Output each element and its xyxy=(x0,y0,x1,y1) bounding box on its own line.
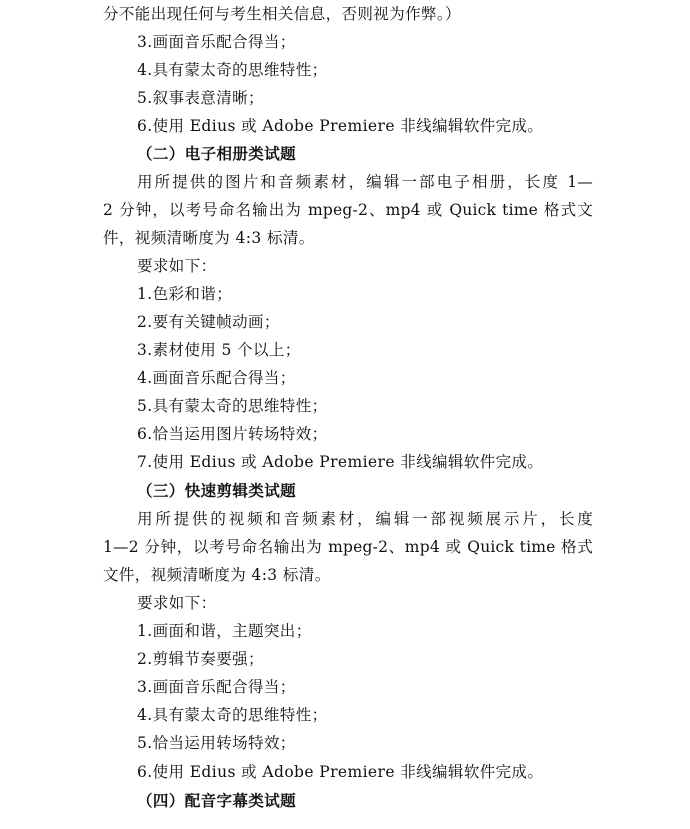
section3-requirements-label: 要求如下： xyxy=(137,594,217,612)
section3-item-2: 2.剪辑节奏要强； xyxy=(137,650,264,668)
section3-para-line-3: 文件，视频清晰度为 4:3 标清。 xyxy=(103,566,331,584)
section3-item-5: 5.恰当运用转场特效； xyxy=(137,734,296,752)
section3-item-1: 1.画面和谐，主题突出； xyxy=(137,622,312,640)
section2-para-line-3: 件，视频清晰度为 4:3 标清。 xyxy=(103,229,315,247)
section1-item-5: 5.叙事表意清晰； xyxy=(137,89,264,107)
section1-item-4: 4.具有蒙太奇的思维特性； xyxy=(137,61,328,79)
section2-item-2: 2.要有关键帧动画； xyxy=(137,313,280,331)
section3-item-4: 4.具有蒙太奇的思维特性； xyxy=(137,706,328,724)
section2-item-5: 5.具有蒙太奇的思维特性； xyxy=(137,397,328,415)
section3-item-3: 3.画面音乐配合得当； xyxy=(137,678,296,696)
section2-item-4: 4.画面音乐配合得当； xyxy=(137,369,296,387)
section2-item-3: 3.素材使用 5 个以上； xyxy=(137,341,301,359)
section3-para-line-2: 1—2 分钟，以考号命名输出为 mpeg-2、mp4 或 Quick time 格式 xyxy=(103,538,593,556)
section2-item-1: 1.色彩和谐； xyxy=(137,285,233,303)
section2-requirements-label: 要求如下： xyxy=(137,257,217,275)
section2-para-line-1: 用所提供的图片和音频素材，编辑一部电子相册，长度 1— xyxy=(137,173,593,191)
section2-item-7: 7.使用 Edius 或 Adobe Premiere 非线编辑软件完成。 xyxy=(137,453,544,471)
intro-tail-text: 分不能出现任何与考生相关信息，否则视为作弊。） xyxy=(103,5,461,23)
section2-item-6: 6.恰当运用图片转场特效； xyxy=(137,425,328,443)
section4-heading: （四）配音字幕类试题 xyxy=(137,792,297,810)
section1-item-3: 3.画面音乐配合得当； xyxy=(137,33,296,51)
section3-heading: （三）快速剪辑类试题 xyxy=(137,482,297,500)
section3-item-6: 6.使用 Edius 或 Adobe Premiere 非线编辑软件完成。 xyxy=(137,763,544,781)
section3-para-line-1: 用所提供的视频和音频素材，编辑一部视频展示片，长度 xyxy=(137,510,593,528)
section1-item-6: 6.使用 Edius 或 Adobe Premiere 非线编辑软件完成。 xyxy=(137,117,544,135)
section2-para-line-2: 2 分钟，以考号命名输出为 mpeg-2、mp4 或 Quick time 格式文 xyxy=(103,201,593,219)
section2-heading: （二）电子相册类试题 xyxy=(137,145,297,163)
